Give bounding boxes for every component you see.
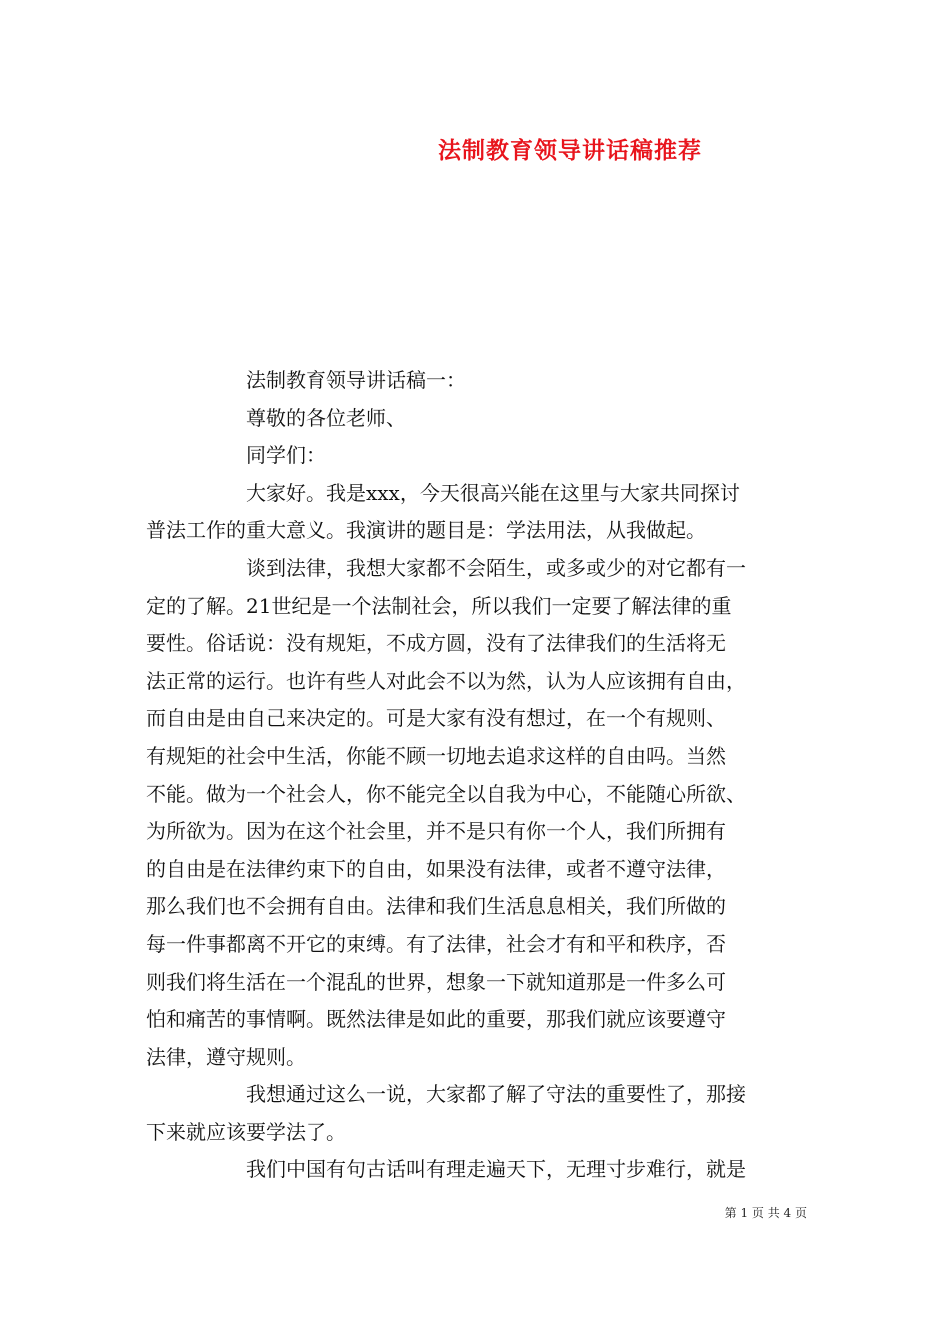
- text-line: 同学们：: [246, 443, 326, 468]
- text-line: 要性。俗话说：没有规矩，不成方圆，没有了法律我们的生活将无: [146, 631, 726, 656]
- text-line: 不能。做为一个社会人，你不能完全以自我为中心，不能随心所欲、: [146, 781, 746, 806]
- text-line: 法律，遵守规则。: [146, 1044, 306, 1069]
- text-line: 有规矩的社会中生活，你能不顾一切地去追求这样的自由吗。当然: [146, 743, 726, 768]
- text-line: 而自由是由自己来决定的。可是大家有没有想过，在一个有规则、: [146, 706, 726, 731]
- text-line: 我想通过这么一说，大家都了解了守法的重要性了，那接: [246, 1082, 746, 1107]
- document-title: 法制教育领导讲话稿推荐: [438, 137, 702, 164]
- text-line: 法正常的运行。也许有些人对此会不以为然，认为人应该拥有自由，: [146, 668, 746, 693]
- text-line: 那么我们也不会拥有自由。法律和我们生活息息相关，我们所做的: [146, 894, 726, 919]
- text-line: 为所欲为。因为在这个社会里，并不是只有你一个人，我们所拥有: [146, 819, 726, 844]
- text-line: 则我们将生活在一个混乱的世界，想象一下就知道那是一件多么可: [146, 969, 726, 994]
- page-footer: 第 1 页 共 4 页: [724, 1206, 807, 1220]
- text-line: 怕和痛苦的事情啊。既然法律是如此的重要，那我们就应该要遵守: [146, 1007, 726, 1032]
- text-line: 尊敬的各位老师、: [246, 405, 406, 430]
- text-line: 大家好。我是xxx，今天很高兴能在这里与大家共同探讨: [246, 480, 740, 505]
- text-line: 法制教育领导讲话稿一：: [246, 368, 466, 392]
- text-line: 下来就应该要学法了。: [146, 1119, 346, 1144]
- text-line: 每一件事都离不开它的束缚。有了法律，社会才有和平和秩序，否: [146, 931, 726, 956]
- document-body: [146, 362, 808, 1189]
- text-line: 我们中国有句古话叫有理走遍天下，无理寸步难行，就是: [246, 1157, 746, 1182]
- text-line: 的自由是在法律约束下的自由，如果没有法律，或者不遵守法律，: [146, 856, 726, 881]
- text-line: 谈到法律，我想大家都不会陌生，或多或少的对它都有一: [246, 555, 746, 580]
- text-line: 普法工作的重大意义。我演讲的题目是：学法用法，从我做起。: [146, 518, 706, 543]
- text-line: 定的了解。21世纪是一个法制社会，所以我们一定要了解法律的重: [146, 593, 732, 618]
